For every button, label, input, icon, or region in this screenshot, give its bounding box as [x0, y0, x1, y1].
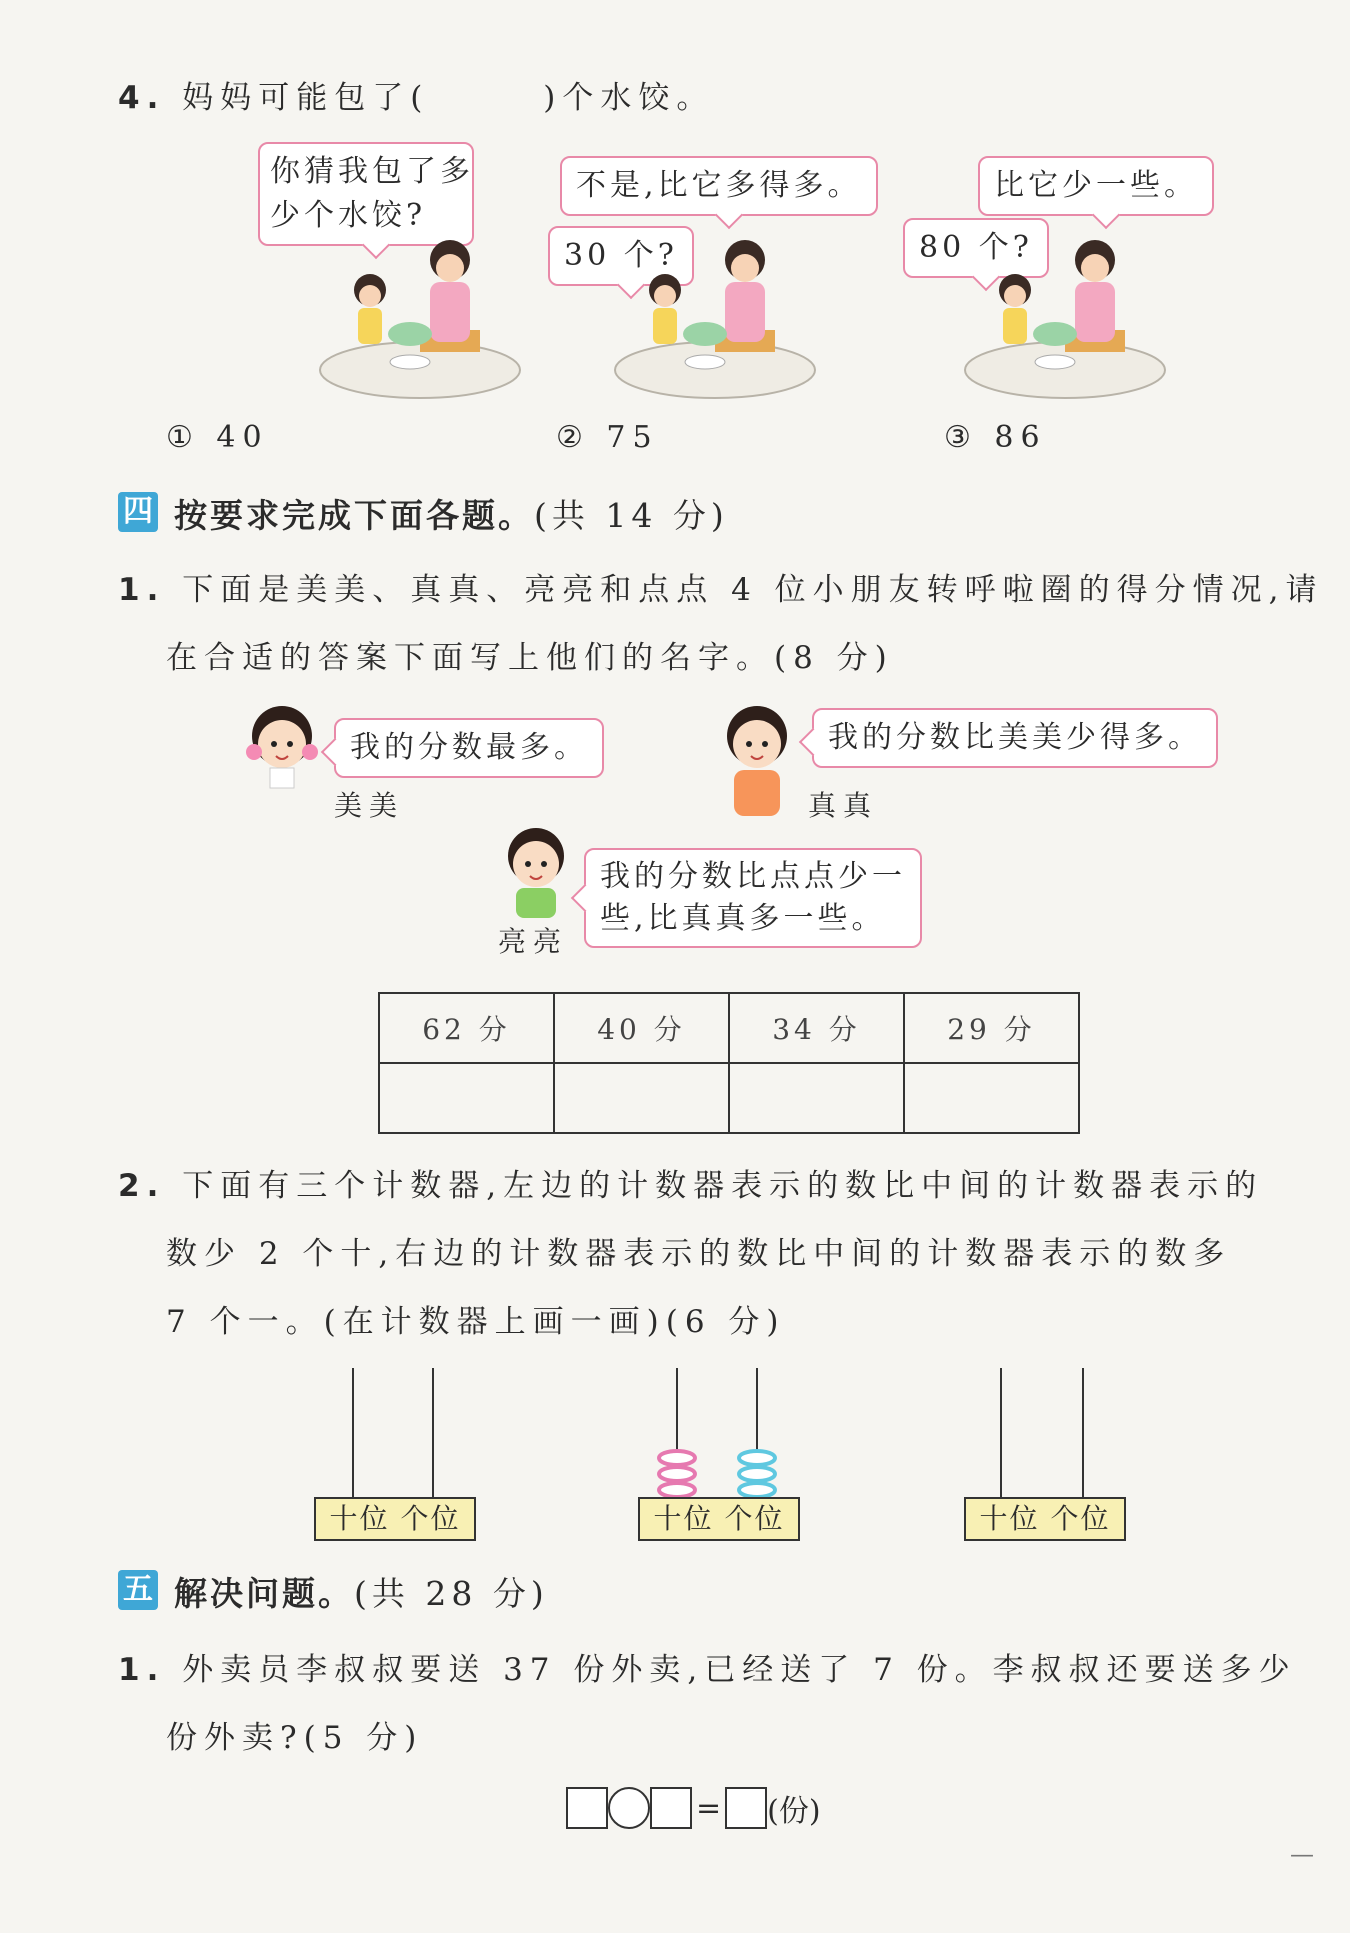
liangliang-name: 亮亮: [498, 925, 569, 958]
question-text: 妈妈可能包了( )个水饺。: [182, 80, 715, 116]
cooking-scene-illustration: [605, 230, 825, 400]
q4-stem-row: [118, 72, 714, 117]
s4q1-line1: [118, 564, 1324, 609]
name-answer-cell[interactable]: [554, 1063, 729, 1133]
table-row: [379, 1063, 1079, 1133]
girl-zhenzhen-avatar: [712, 700, 802, 825]
abacus-bead: [739, 1451, 775, 1465]
section-title-text: 按要求完成下面各题。: [174, 496, 534, 535]
table-row: [379, 993, 1079, 1063]
page-mark: —: [1290, 1840, 1314, 1868]
section-badge: 五: [118, 1570, 158, 1610]
answer-box[interactable]: [650, 1787, 692, 1829]
question-text: 外卖员李叔叔要送 37 份外卖,已经送了 7 份。李叔叔还要送多少: [182, 1652, 1297, 1688]
girl-meimei-avatar: [242, 700, 322, 790]
score-cell: 62 分: [379, 993, 554, 1063]
abacus-bead: [659, 1483, 695, 1497]
question-number: 1.: [118, 1652, 166, 1688]
name-answer-cell[interactable]: [904, 1063, 1079, 1133]
meimei-speech-bubble: [334, 718, 604, 778]
tens-beads: [656, 1442, 698, 1498]
bubble-text: 80 个?: [919, 230, 1033, 265]
section-points: (共 28 分): [354, 1574, 549, 1613]
section-title: [174, 490, 729, 537]
section-badge: 四: [118, 492, 158, 532]
bubble-line: 少个水饺?: [270, 198, 427, 233]
name-answer-cell[interactable]: [729, 1063, 904, 1133]
score-table: [378, 992, 1080, 1134]
s4q2-line1: [118, 1160, 1263, 1205]
question-number: 1.: [118, 572, 166, 608]
bubble-line: 些,比真真多一些。: [600, 901, 886, 936]
meimei-name: 美美: [334, 789, 405, 822]
s4q1-line2: 在合适的答案下面写上他们的名字。(8 分): [166, 640, 894, 676]
question-number: 4.: [118, 80, 166, 116]
bubble-text: 我的分数最多。: [350, 730, 588, 765]
question-number: 2.: [118, 1168, 166, 1204]
option-2: ② 75: [556, 420, 659, 455]
speech-bubble-4: [978, 156, 1214, 216]
s5q1-line1: [118, 1644, 1297, 1689]
name-answer-cell[interactable]: [379, 1063, 554, 1133]
unit-label: (份): [767, 1794, 821, 1829]
s5q1-line2: 份外卖?(5 分): [166, 1720, 424, 1756]
answer-box[interactable]: [725, 1787, 767, 1829]
bubble-text: 我的分数比美美少得多。: [828, 720, 1202, 755]
section-title: [174, 1568, 549, 1615]
s4q2-line3: 7 个一。(在计数器上画一画)(6 分): [166, 1304, 786, 1340]
abacus-tens-rod[interactable]: [1000, 1368, 1002, 1498]
equation-row: [566, 1786, 821, 1830]
bubble-text: 30 个?: [564, 238, 678, 273]
abacus-bead: [739, 1467, 775, 1481]
option-3: ③ 86: [944, 420, 1047, 455]
question-text: 下面有三个计数器,左边的计数器表示的数比中间的计数器表示的: [182, 1168, 1264, 1204]
abacus-ones-rod[interactable]: [1082, 1368, 1084, 1498]
bubble-text: 比它少一些。: [994, 168, 1198, 203]
bubble-text: 不是,比它多得多。: [576, 168, 862, 203]
abacus-label: 十位 个位: [638, 1497, 800, 1541]
abacus-label: 十位 个位: [314, 1497, 476, 1541]
liangliang-speech-bubble: [584, 848, 922, 948]
question-text: 下面是美美、真真、亮亮和点点 4 位小朋友转呼啦圈的得分情况,请: [182, 572, 1324, 608]
section-points: (共 14 分): [534, 496, 729, 535]
answer-box[interactable]: [566, 1787, 608, 1829]
equals-sign: =: [696, 1790, 722, 1826]
abacus-ones-rod[interactable]: [432, 1368, 434, 1498]
score-cell: 34 分: [729, 993, 904, 1063]
abacus-bead: [659, 1451, 695, 1465]
speech-bubble-2: [560, 156, 878, 216]
abacus-label: 十位 个位: [964, 1497, 1126, 1541]
boy-liangliang-avatar: [496, 822, 576, 922]
cooking-scene-illustration: [310, 230, 530, 400]
ones-beads: [736, 1442, 778, 1498]
abacus-tens-rod[interactable]: [352, 1368, 354, 1498]
bubble-line: 你猜我包了多: [270, 154, 474, 189]
cooking-scene-illustration: [955, 230, 1175, 400]
option-1: ① 40: [166, 420, 269, 455]
score-cell: 40 分: [554, 993, 729, 1063]
zhenzhen-name: 真真: [808, 789, 879, 822]
score-cell: 29 分: [904, 993, 1079, 1063]
bubble-line: 我的分数比点点少一: [600, 859, 906, 894]
operator-circle[interactable]: [608, 1787, 650, 1829]
abacus-bead: [659, 1467, 695, 1481]
s4q2-line2: 数少 2 个十,右边的计数器表示的数比中间的计数器表示的数多: [166, 1236, 1232, 1272]
zhenzhen-speech-bubble: [812, 708, 1218, 768]
abacus-bead: [739, 1483, 775, 1497]
section-title-text: 解决问题。: [174, 1574, 354, 1613]
